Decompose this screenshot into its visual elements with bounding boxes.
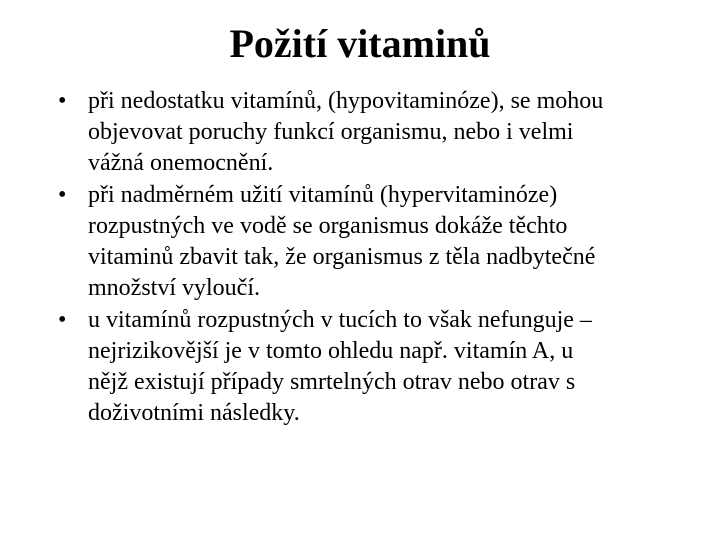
slide-title: Požití vitaminů	[229, 21, 491, 66]
bullet-text-line: rozpustných ve vodě se organismus dokáže těchto	[88, 213, 568, 239]
bullet-text-line: doživotními následky.	[88, 400, 300, 426]
bullet-item	[58, 180, 708, 304]
bullet-icon: •	[58, 88, 67, 114]
bullet-icon: •	[58, 307, 67, 333]
bullet-text-line: nějž existují případy smrtelných otrav nebo otrav s	[88, 369, 576, 395]
bullet-item	[58, 305, 708, 429]
bullet-text-line: vitaminů zbavit tak, že organismus z těla nadbytečné	[88, 244, 596, 270]
bullet-text-line: množství vyloučí.	[88, 275, 260, 301]
bullet-text-line: při nedostatku vitamínů, (hypovitaminóze), se mohou	[88, 88, 604, 114]
bullet-text-line: objevovat poruchy funkcí organismu, nebo i velmi	[88, 119, 574, 145]
bullet-text-line: vážná onemocnění.	[88, 150, 274, 176]
bullet-text-line: při nadměrném užití vitamínů (hypervitaminóze)	[88, 182, 558, 208]
bullet-item	[58, 86, 708, 179]
bullet-icon: •	[58, 182, 67, 208]
bullet-list	[58, 86, 708, 430]
bullet-text-line: u vitamínů rozpustných v tucích to však nefunguje –	[88, 307, 592, 333]
bullet-text-line: nejrizikovější je v tomto ohledu např. vitamín A, u	[88, 338, 574, 364]
